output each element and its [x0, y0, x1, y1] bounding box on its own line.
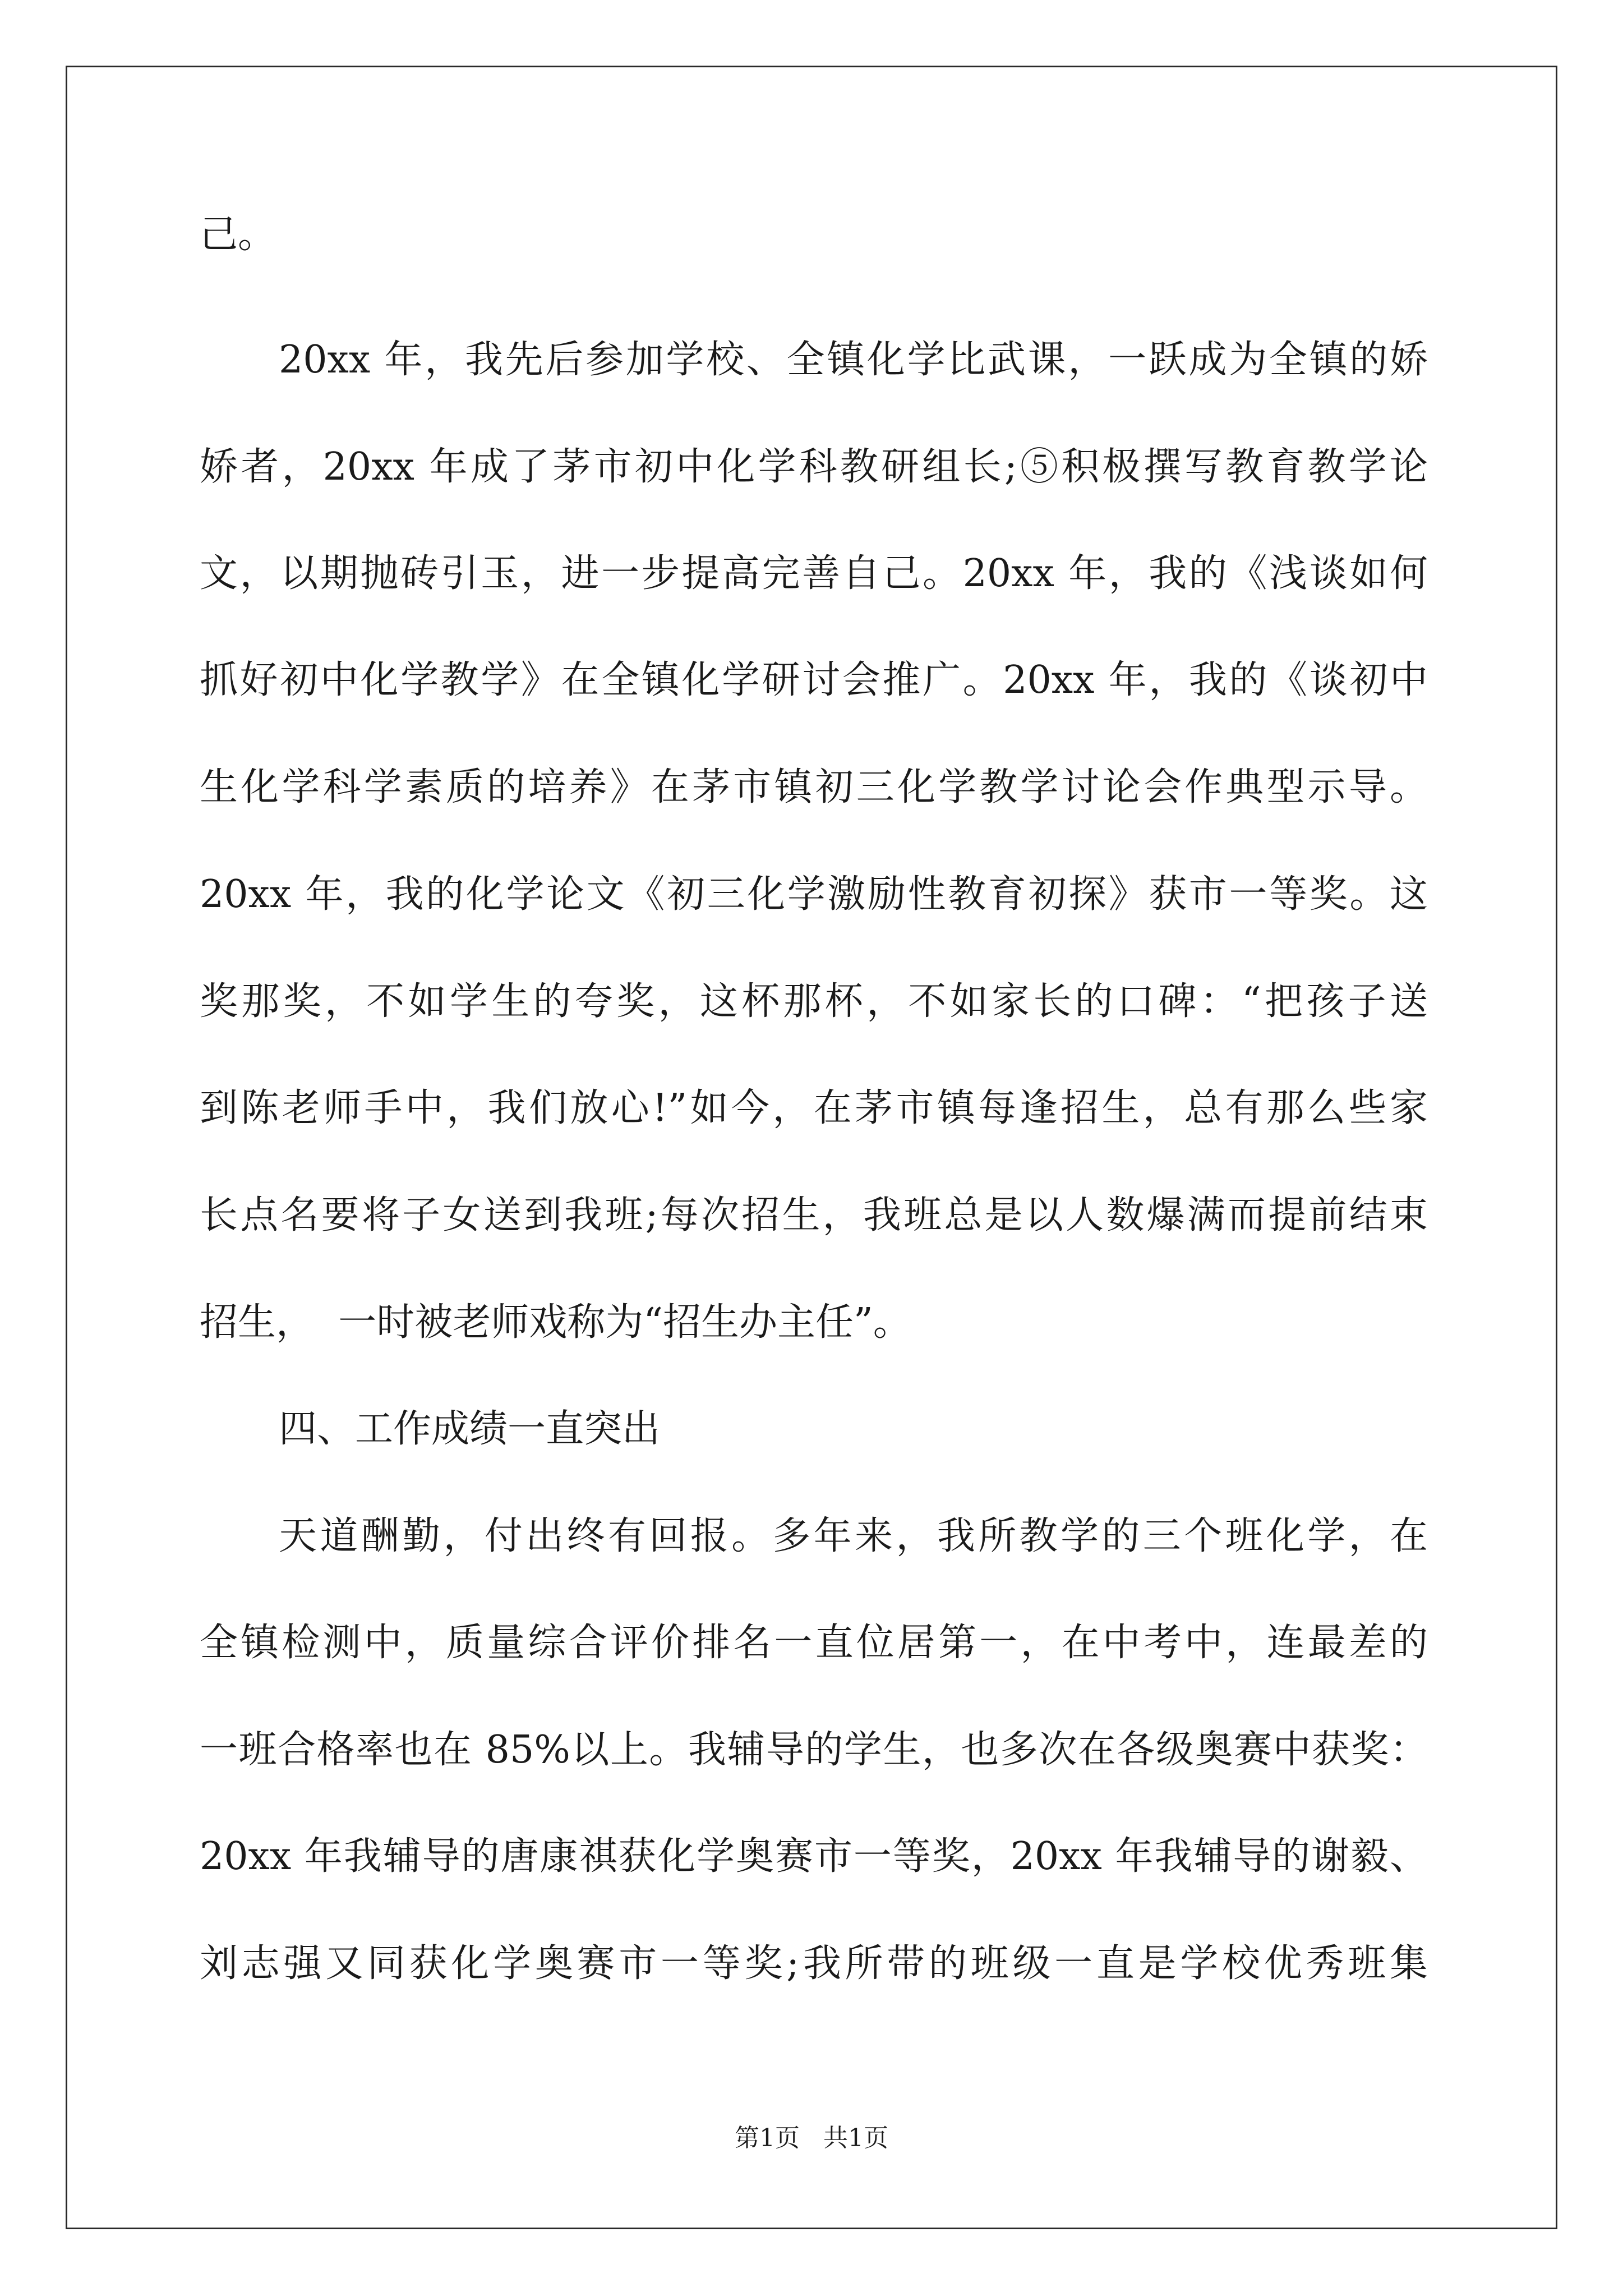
text-line: 生化学科学素质的培养》在茅市镇初三化学教学讨论会作典型示导。: [200, 765, 1428, 809]
text-line: 娇者，20xx 年成了茅市初中化学科教研组长;⑤积极撰写教育教学论: [200, 445, 1428, 489]
page-number: 第1页 共1页: [735, 2124, 888, 2152]
text-line: 全镇检测中，质量综合评价排名一直位居第一，在中考中，连最差的: [200, 1621, 1428, 1665]
page-border: [66, 66, 1557, 2229]
text-line: 20xx 年，我的化学论文《初三化学激励性教育初探》获市一等奖。这: [200, 872, 1428, 917]
text-line: 己。: [200, 213, 276, 257]
text-line: 天道酬勤，付出终有回报。多年来，我所教学的三个班化学，在: [279, 1514, 1428, 1558]
text-line: 文，以期抛砖引玉，进一步提高完善自己。20xx 年，我的《浅谈如何: [200, 551, 1428, 596]
text-line: 20xx 年，我先后参加学校、全镇化学比武课，一跃成为全镇的娇: [279, 338, 1428, 382]
text-line: 到陈老师手中，我们放心!”如今，在茅市镇每逢招生，总有那么些家: [200, 1086, 1428, 1130]
text-line: 20xx 年我辅导的唐康祺获化学奥赛市一等奖，20xx 年我辅导的谢毅、: [200, 1834, 1428, 1879]
section-heading: 四、工作成绩一直突出: [279, 1407, 661, 1451]
text-line: 刘志强又同获化学奥赛市一等奖;我所带的班级一直是学校优秀班集: [200, 1941, 1428, 1986]
text-line: 抓好初中化学教学》在全镇化学研讨会推广。20xx 年，我的《谈初中: [200, 658, 1428, 702]
text-line: 奖那奖，不如学生的夸奖，这杯那杯，不如家长的口碑：“把孩子送: [200, 979, 1428, 1024]
text-line: 一班合格率也在 85%以上。我辅导的学生，也多次在各级奥赛中获奖：: [200, 1728, 1428, 1772]
text-line: 长点名要将子女送到我班;每次招生，我班总是以人数爆满而提前结束: [200, 1193, 1428, 1237]
text-line: 招生， 一时被老师戏称为“招生办主任”。: [200, 1300, 911, 1345]
